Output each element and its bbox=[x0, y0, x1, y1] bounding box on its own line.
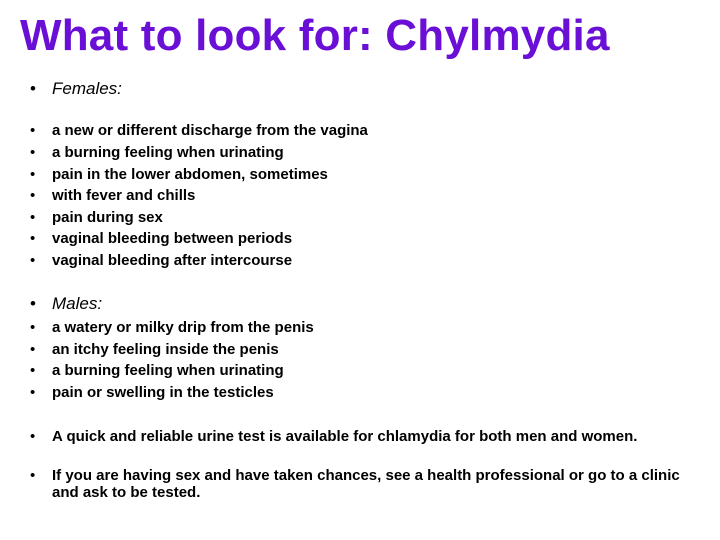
bullet-icon: • bbox=[30, 122, 36, 139]
symptom-text: pain or swelling in the testicles bbox=[52, 384, 274, 401]
note-item bbox=[30, 467, 690, 501]
symptom-text: an itchy feeling inside the penis bbox=[52, 341, 279, 358]
list-item bbox=[30, 252, 690, 269]
bullet-icon: • bbox=[30, 230, 36, 247]
symptom-text: a watery or milky drip from the penis bbox=[52, 319, 314, 336]
list-item bbox=[30, 319, 690, 336]
list-item bbox=[30, 384, 690, 401]
bullet-icon: • bbox=[30, 144, 36, 161]
symptom-text: vaginal bleeding after intercourse bbox=[52, 252, 293, 269]
note-text: A quick and reliable urine test is available for chlamydia for both men and women. bbox=[52, 428, 638, 445]
bullet-icon: • bbox=[30, 341, 36, 358]
bullet-icon: • bbox=[30, 166, 36, 183]
list-item bbox=[30, 144, 690, 161]
symptom-text: pain in the lower abdomen, sometimes bbox=[52, 166, 328, 183]
bullet-icon: • bbox=[30, 428, 36, 445]
symptom-text: a burning feeling when urinating bbox=[52, 144, 284, 161]
note-item bbox=[30, 428, 690, 445]
males-heading-item bbox=[30, 295, 690, 312]
bullet-icon: • bbox=[30, 209, 36, 226]
list-item bbox=[30, 230, 690, 247]
list-item bbox=[30, 362, 690, 379]
bullet-icon: • bbox=[30, 362, 36, 379]
females-heading-item bbox=[30, 80, 690, 97]
list-item bbox=[30, 166, 690, 183]
note-text: If you are having sex and have taken chances, see a health professional or go to a clinic and ask to be tested. bbox=[52, 467, 680, 501]
bullet-icon: • bbox=[30, 467, 36, 484]
females-heading: Females: bbox=[52, 79, 122, 98]
bullet-icon: • bbox=[30, 252, 36, 269]
bullet-icon: • bbox=[30, 319, 36, 336]
symptom-text: vaginal bleeding between periods bbox=[52, 230, 293, 247]
males-heading: Males: bbox=[52, 294, 103, 313]
bullet-icon: • bbox=[30, 294, 36, 313]
list-item bbox=[30, 122, 690, 139]
symptom-text: with fever and chills bbox=[52, 187, 196, 204]
symptom-text: pain during sex bbox=[52, 209, 163, 226]
symptom-text: a new or different discharge from the vagina bbox=[52, 122, 368, 139]
symptom-text: a burning feeling when urinating bbox=[52, 362, 284, 379]
list-item bbox=[30, 209, 690, 226]
bullet-icon: • bbox=[30, 79, 36, 98]
bullet-icon: • bbox=[30, 384, 36, 401]
slide-title: What to look for: Chylmydia bbox=[20, 11, 610, 60]
bullet-icon: • bbox=[30, 187, 36, 204]
list-item bbox=[30, 341, 690, 358]
list-item bbox=[30, 187, 690, 204]
